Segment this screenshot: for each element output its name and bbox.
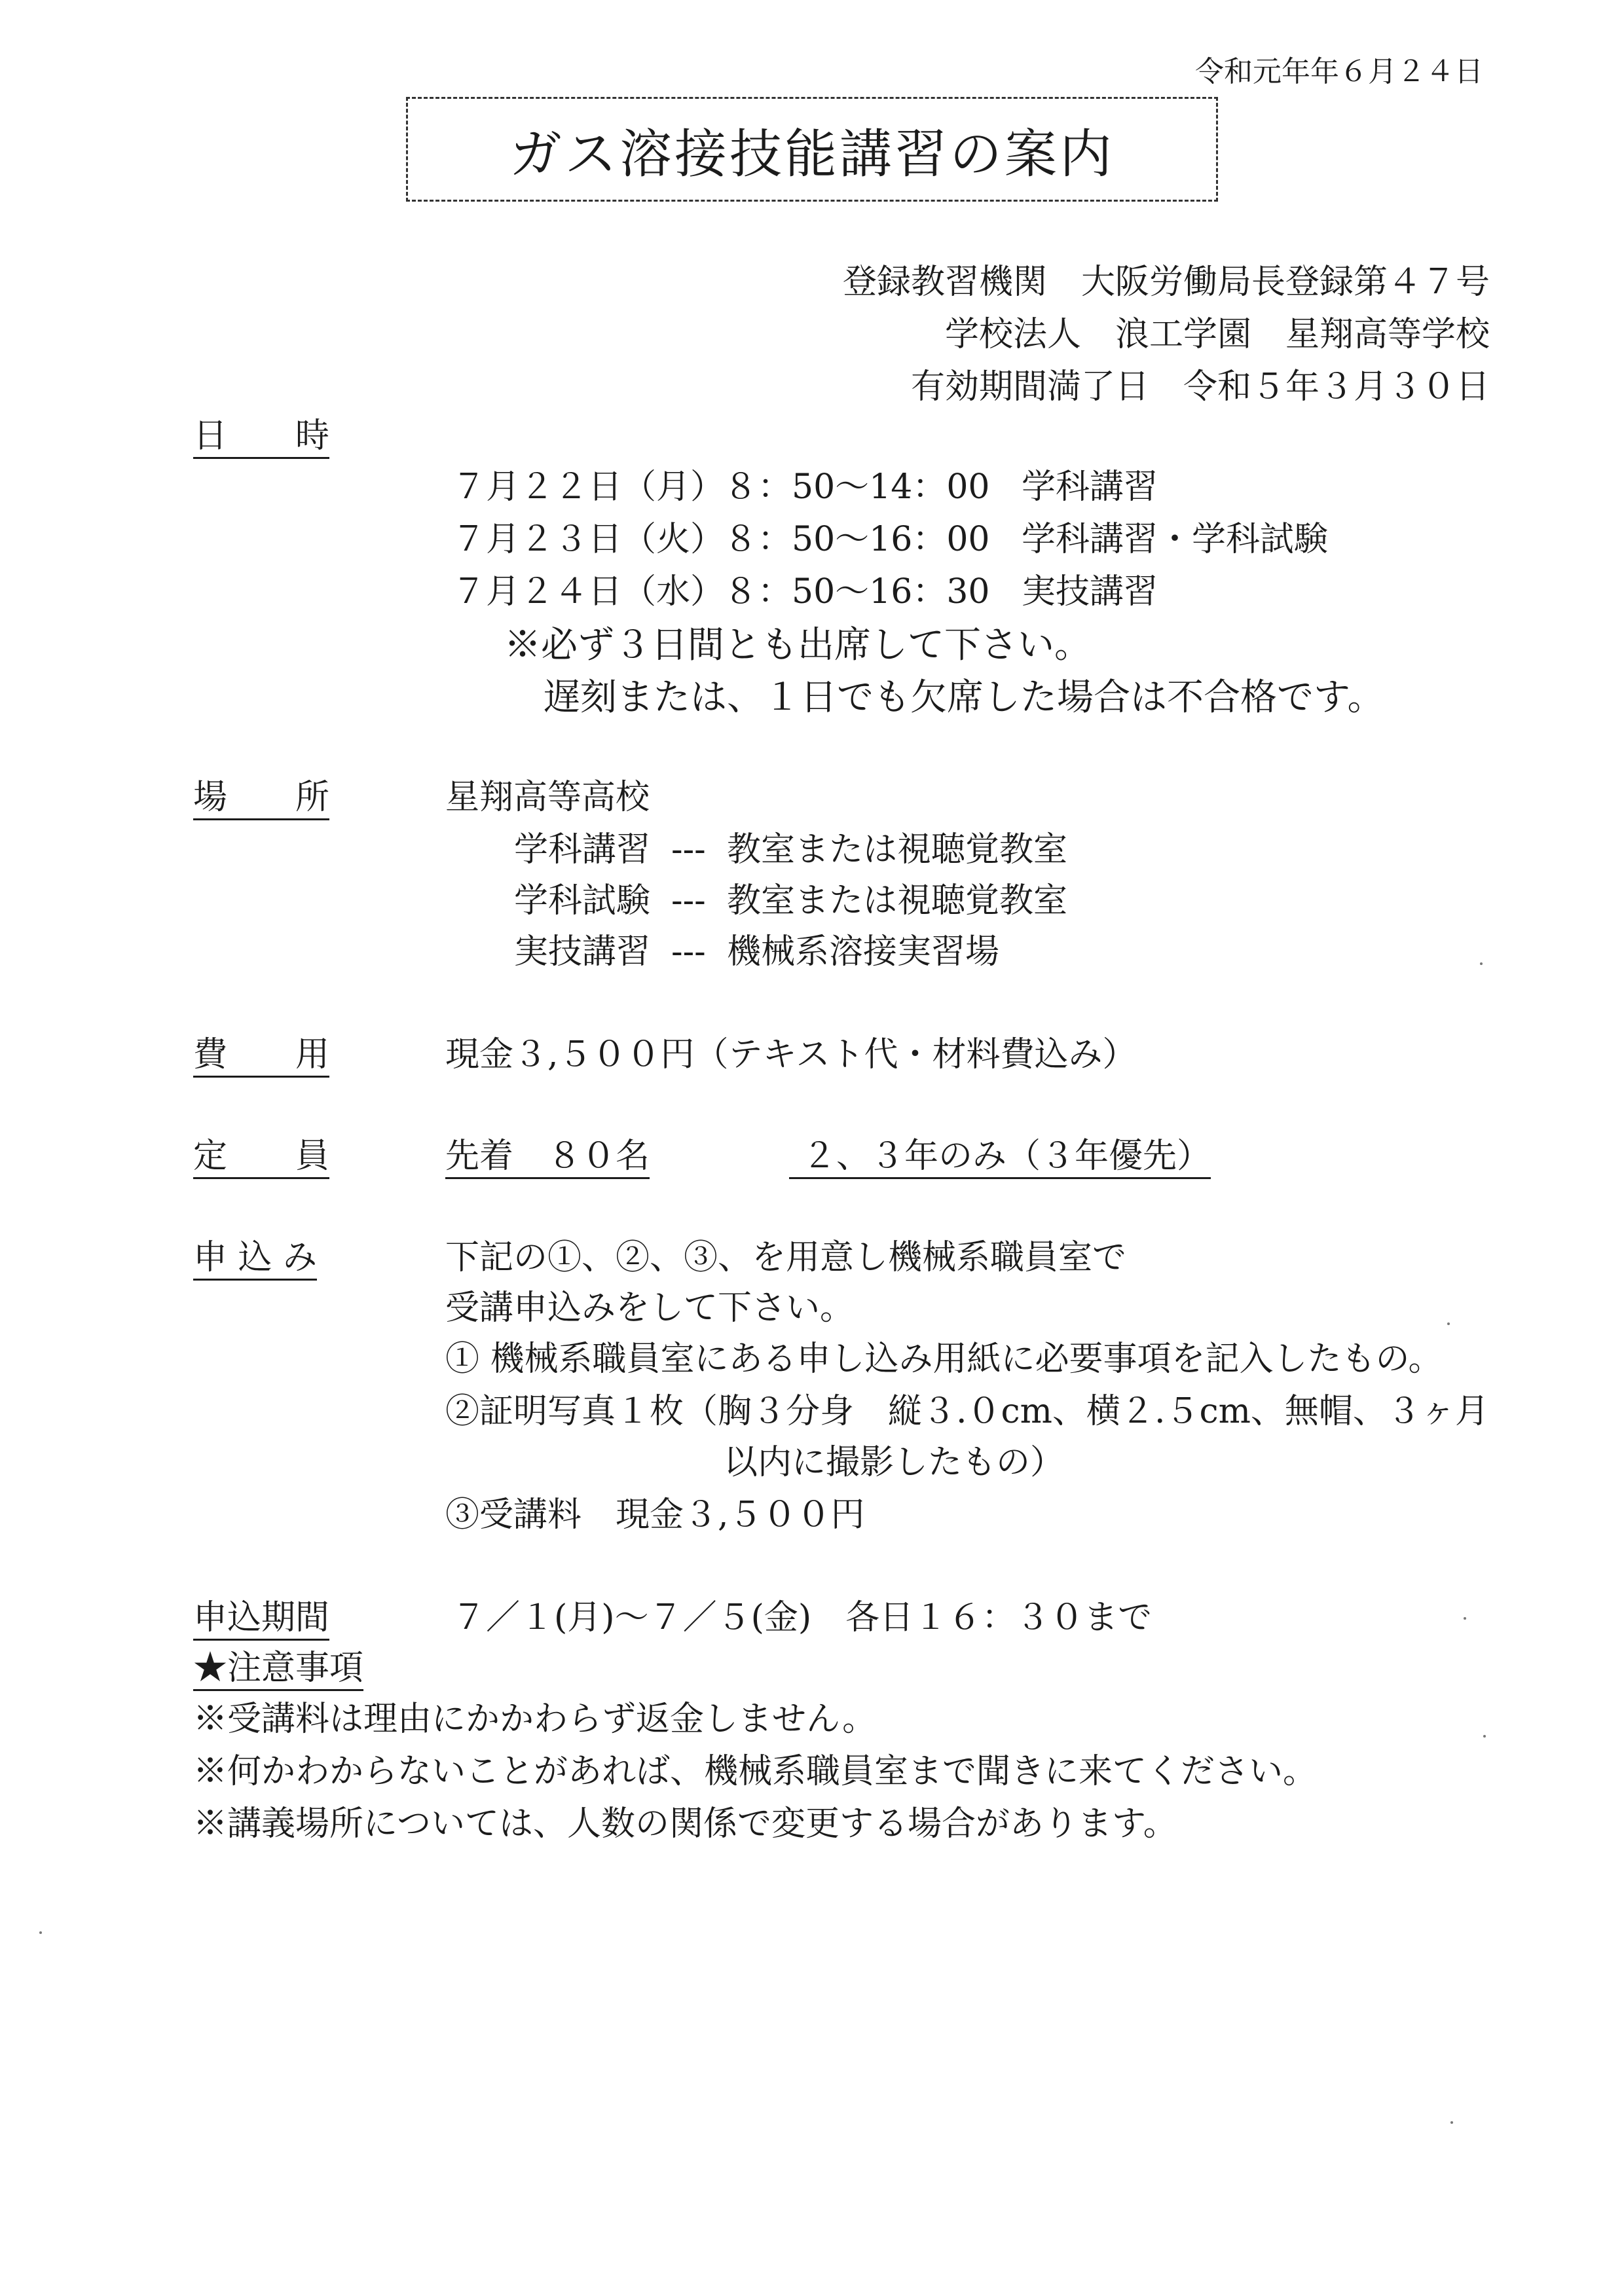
period-text: ７／１(月)～７／５(金) 各日１６：３０まで [452, 1598, 1153, 1637]
issuer-line-1: 登録教習機関 大阪労働局長登録第４７号 [842, 263, 1490, 302]
capacity-label: 定 員 [193, 1139, 329, 1179]
issuer-line-2: 学校法人 浪工学園 星翔高等学校 [944, 315, 1490, 354]
scan-speck [1450, 2121, 1453, 2124]
attendance-note: ※必ず３日間とも出席して下さい。 [504, 624, 1091, 666]
period-label: 申込期間 [193, 1601, 329, 1641]
place-room: 機械系溶接実習場 [727, 932, 1000, 972]
scan-speck [1480, 962, 1483, 965]
application-item-3: ③受講料 現金３,５００円 [445, 1495, 865, 1535]
schedule-date: ７月２４日（水） [452, 572, 725, 611]
fee-label: 費 用 [193, 1038, 329, 1078]
application-item-2: ②証明写真１枚（胸３分身 縦３.０cm、横２.５cm、無帽、３ヶ月 [445, 1392, 1489, 1431]
title-box [406, 97, 1218, 202]
place-item: 実技講習 [514, 932, 651, 972]
page-title: ガス溶接技能講習の案内 [509, 123, 1115, 185]
application-line-2: 受講申込みをして下さい。 [445, 1288, 855, 1328]
fee-text: 現金３,５００円（テキスト代・材料費込み） [445, 1035, 1137, 1074]
place-separator: --- [671, 830, 706, 869]
place-item: 学科講習 [514, 830, 651, 869]
note-item: ※講義場所については、人数の関係で変更する場合があります。 [193, 1804, 1177, 1844]
schedule-content: 実技講習 [1022, 572, 1158, 611]
place-separator: --- [671, 881, 706, 920]
issuer-line-3: 有効期間満了日 令和５年３月３０日 [910, 367, 1490, 407]
place-item: 学科試験 [514, 881, 651, 920]
scan-speck [1464, 1617, 1466, 1620]
note-item: ※何かわからないことがあれば、機械系職員室まで聞きに来てください。 [193, 1752, 1318, 1791]
application-item-2-cont: 以内に撮影したもの） [724, 1443, 1065, 1482]
schedule-date: ７月２２日（月） [452, 467, 725, 507]
place-label: 場 所 [193, 780, 329, 820]
schedule-content: 学科講習・学科試験 [1022, 520, 1329, 559]
schedule-time: ８：50～16：30 [724, 572, 990, 611]
schedule-time: ８：50～14：00 [724, 467, 990, 507]
notes-heading: ★注意事項 [193, 1651, 363, 1691]
place-room: 教室または視聴覚教室 [727, 830, 1068, 869]
schedule-content: 学科講習 [1022, 467, 1158, 507]
application-item-1: ① 機械系職員室にある申し込み用紙に必要事項を記入したもの。 [445, 1339, 1443, 1379]
application-line-1: 下記の①、②、③、を用意し機械系職員室で [445, 1238, 1127, 1277]
capacity-text: 先着 ８０名 [445, 1139, 650, 1179]
note-item: ※受講料は理由にかかわらず返金しません。 [193, 1700, 877, 1739]
document-date: 令和元年年６月２４日 [1195, 55, 1483, 88]
schedule-time: ８：50～16：00 [724, 520, 990, 559]
application-label: 申 込 み [193, 1241, 317, 1281]
place-room: 教室または視聴覚教室 [727, 881, 1068, 920]
schedule-date: ７月２３日（火） [452, 520, 725, 559]
place-name: 星翔高等高校 [445, 778, 650, 817]
place-separator: --- [671, 932, 706, 972]
schedule-label: 日 時 [193, 419, 329, 459]
absence-note: 遅刻または、１日でも欠席した場合は不合格です。 [544, 676, 1384, 719]
scan-speck [1483, 1735, 1486, 1738]
scan-speck [39, 1931, 42, 1934]
scan-speck [1447, 1322, 1450, 1325]
capacity-grades: ２、３年のみ（３年優先） [789, 1139, 1211, 1179]
